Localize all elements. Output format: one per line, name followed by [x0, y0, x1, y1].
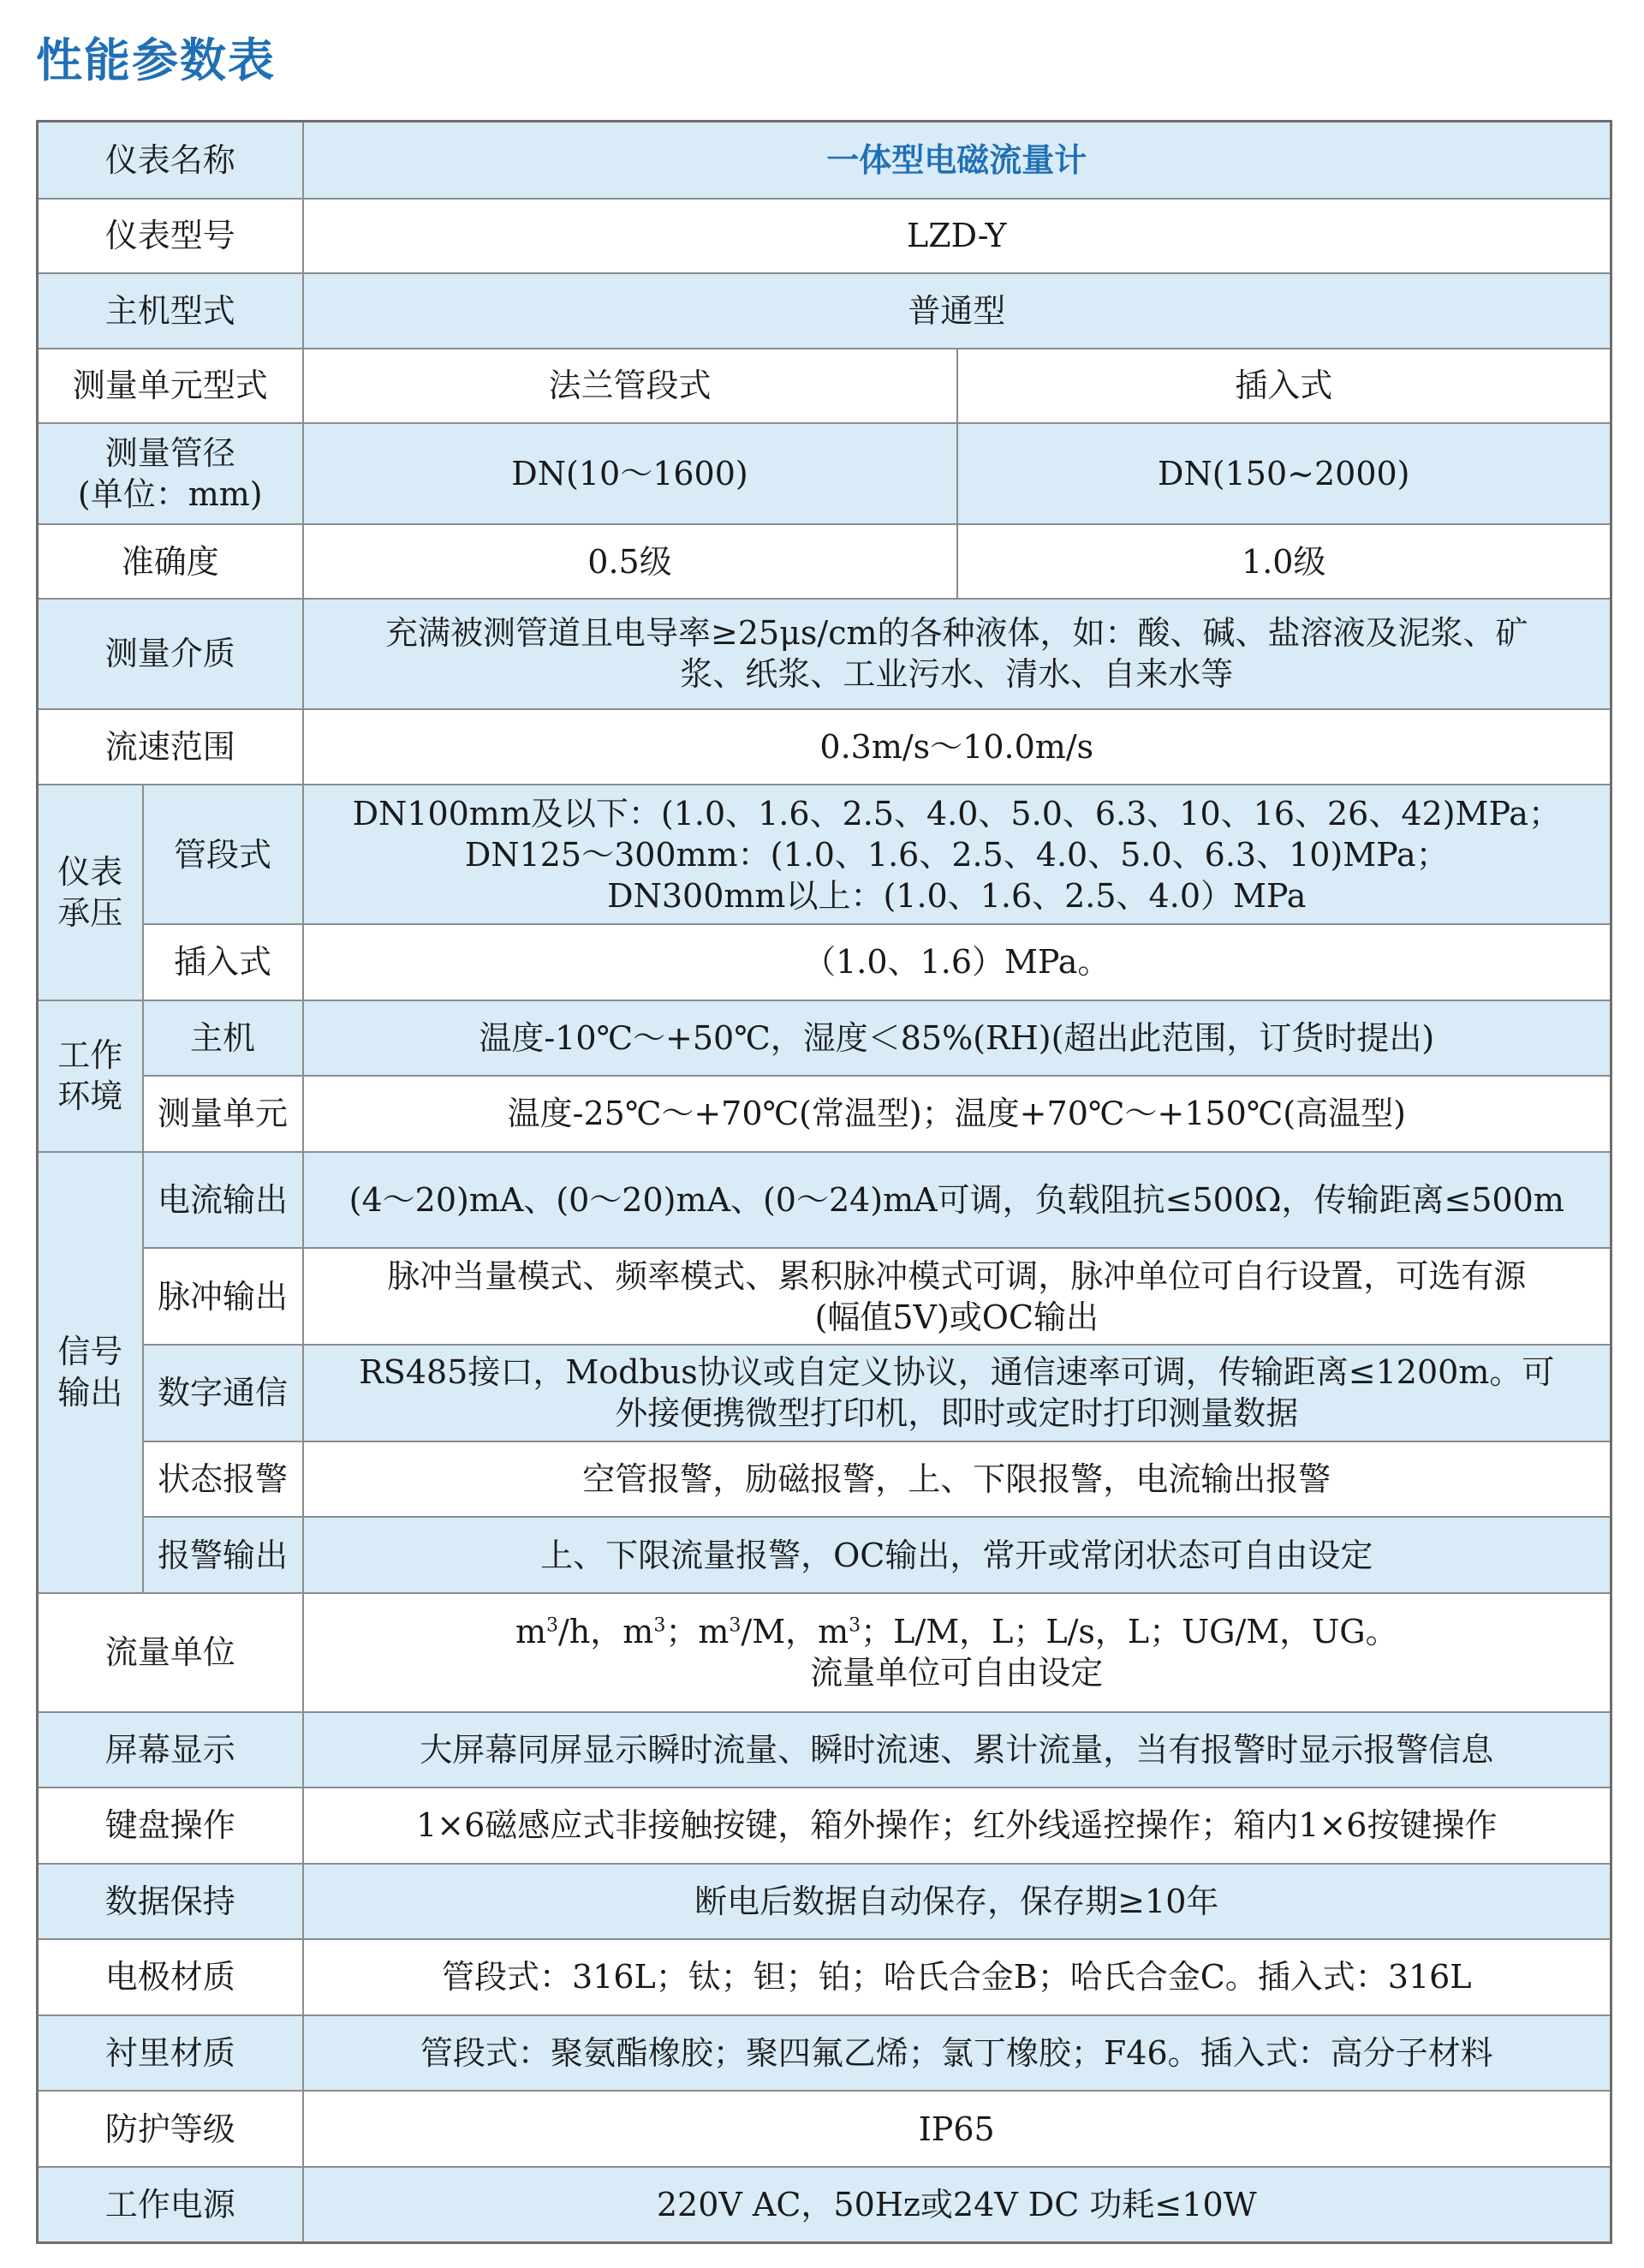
label-keyboard: 键盘操作	[38, 1788, 303, 1864]
value-power: 220V AC，50Hz或24V DC 功耗≤10W	[303, 2167, 1611, 2243]
label-env-host: 主机	[143, 1000, 303, 1077]
label-medium: 测量介质	[38, 599, 303, 709]
value-velocity: 0.3m/s～10.0m/s	[303, 709, 1611, 785]
row-display	[38, 1712, 1611, 1788]
row-sig-pulse	[38, 1248, 1611, 1345]
label-accuracy: 准确度	[38, 524, 303, 599]
value-sig-current: (4～20)mA、(0～20)mA、(0～24)mA可调，负载阻抗≤500Ω，传输距离≤500m	[303, 1152, 1611, 1249]
page-title: 性能参数表	[36, 33, 276, 87]
value-sig-comm-line1: RS485接口，Modbus协议或自定义协议，通信速率可调，传输距离≤1200m。可	[359, 1353, 1555, 1392]
unit-sup: 3	[653, 1614, 666, 1637]
unit-rest: /M，	[741, 1613, 819, 1651]
group-signal	[38, 1152, 143, 1593]
label-model: 仪表型号	[38, 199, 303, 273]
row-medium	[38, 599, 1611, 709]
label-pressure-pipe: 管段式	[143, 785, 303, 924]
row-pressure-insert	[38, 924, 1611, 1000]
value-pressure-pipe-line3: DN300mm以上：(1.0、1.6、2.5、4.0）MPa	[607, 876, 1307, 915]
unit-rest: ；L/M，L；L/s，L；UG/M，UG。	[861, 1613, 1398, 1651]
row-host-type	[38, 273, 1611, 349]
group-environment-line2: 环境	[57, 1077, 123, 1116]
row-accuracy	[38, 524, 1611, 599]
unit-rest: /h，	[558, 1613, 623, 1651]
label-host-type: 主机型式	[38, 273, 303, 349]
label-diameter	[38, 423, 303, 525]
row-lining	[38, 2015, 1611, 2092]
label-data-hold: 数据保持	[38, 1864, 303, 1940]
value-name: 一体型电磁流量计	[303, 122, 1611, 200]
value-host-type: 普通型	[303, 273, 1611, 349]
unit-m: m	[622, 1613, 654, 1651]
row-sig-current	[38, 1152, 1611, 1249]
value-flow-unit-line2: 流量单位可自由设定	[810, 1654, 1104, 1692]
unit-sup: 3	[849, 1614, 861, 1637]
label-power: 工作电源	[38, 2167, 303, 2243]
value-sig-pulse-line2: (幅值5V)或OC输出	[814, 1298, 1099, 1336]
unit-sup: 3	[729, 1614, 742, 1637]
unit-m: m	[818, 1613, 849, 1651]
label-sig-pulse: 脉冲输出	[143, 1248, 303, 1345]
value-flow-unit	[303, 1593, 1611, 1712]
value-sig-comm-line2: 外接便携微型打印机，即时或定时打印测量数据	[615, 1394, 1299, 1433]
unit-rest: ；	[665, 1613, 699, 1651]
value-unit-type-insert: 插入式	[957, 349, 1611, 423]
label-display: 屏幕显示	[38, 1712, 303, 1788]
label-protection: 防护等级	[38, 2091, 303, 2167]
value-medium	[303, 599, 1611, 709]
row-sig-comm	[38, 1345, 1611, 1441]
value-accuracy-flange: 0.5级	[303, 524, 957, 599]
group-pressure-line2: 承压	[57, 893, 123, 932]
value-sig-comm	[303, 1345, 1611, 1441]
label-diameter-line1: 测量管径	[104, 433, 235, 472]
label-lining: 衬里材质	[38, 2015, 303, 2092]
value-pressure-pipe-line2: DN125～300mm：(1.0、1.6、2.5、4.0、5.0、6.3、10)MPa；	[464, 835, 1449, 874]
group-signal-line2: 输出	[57, 1374, 123, 1412]
unit-m: m	[698, 1613, 730, 1651]
label-sig-alarm-out: 报警输出	[143, 1517, 303, 1593]
label-pressure-insert: 插入式	[143, 924, 303, 1000]
value-model: LZD-Y	[303, 199, 1611, 273]
label-diameter-line2: (单位：mm)	[77, 474, 263, 513]
row-sig-alarm-out	[38, 1517, 1611, 1593]
value-diameter-flange: DN(10～1600)	[303, 423, 957, 525]
value-env-host: 温度-10℃～+50℃，湿度＜85%(RH)(超出此范围，订货时提出)	[303, 1000, 1611, 1077]
value-medium-line1: 充满被测管道且电导率≥25μs/cm的各种液体，如：酸、碱、盐溶液及泥浆、矿	[385, 614, 1528, 653]
label-name: 仪表名称	[38, 122, 303, 200]
label-sig-current: 电流输出	[143, 1152, 303, 1249]
row-velocity	[38, 709, 1611, 785]
row-electrode	[38, 1939, 1611, 2015]
row-pressure-pipe	[38, 785, 1611, 924]
value-electrode: 管段式：316L；钛；钽；铂；哈氏合金B；哈氏合金C。插入式：316L	[303, 1939, 1611, 2015]
group-environment-line1: 工作	[57, 1036, 123, 1075]
unit-sup: 3	[546, 1614, 558, 1637]
row-data-hold	[38, 1864, 1611, 1940]
value-unit-type-flange: 法兰管段式	[303, 349, 957, 423]
row-sig-status-alarm	[38, 1441, 1611, 1518]
spec-table	[36, 120, 1612, 2244]
group-pressure	[38, 785, 143, 1000]
label-unit-type: 测量单元型式	[38, 349, 303, 423]
label-env-unit: 测量单元	[143, 1076, 303, 1152]
value-diameter-insert: DN(150~2000)	[957, 423, 1611, 525]
row-env-unit	[38, 1076, 1611, 1152]
value-display: 大屏幕同屏显示瞬时流量、瞬时流速、累计流量，当有报警时显示报警信息	[303, 1712, 1611, 1788]
label-sig-status-alarm: 状态报警	[143, 1441, 303, 1518]
value-protection: IP65	[303, 2091, 1611, 2167]
value-env-unit: 温度-25℃～+70℃(常温型)；温度+70℃～+150℃(高温型)	[303, 1076, 1611, 1152]
row-name	[38, 122, 1611, 200]
value-sig-status-alarm: 空管报警，励磁报警，上、下限报警，电流输出报警	[303, 1441, 1611, 1518]
row-env-host	[38, 1000, 1611, 1077]
row-model	[38, 199, 1611, 273]
value-pressure-insert: （1.0、1.6）MPa。	[303, 924, 1611, 1000]
label-velocity: 流速范围	[38, 709, 303, 785]
value-pressure-pipe-line1: DN100mm及以下：(1.0、1.6、2.5、4.0、5.0、6.3、10、16、26、42)MPa；	[352, 794, 1561, 833]
row-flow-unit	[38, 1593, 1611, 1712]
label-electrode: 电极材质	[38, 1939, 303, 2015]
label-sig-comm: 数字通信	[143, 1345, 303, 1441]
row-protection	[38, 2091, 1611, 2167]
value-flow-unit-line1	[309, 1611, 1605, 1652]
value-sig-pulse	[303, 1248, 1611, 1345]
group-signal-line1: 信号	[57, 1333, 123, 1371]
row-diameter	[38, 423, 1611, 525]
value-lining: 管段式：聚氨酯橡胶；聚四氟乙烯；氯丁橡胶；F46。插入式：高分子材料	[303, 2015, 1611, 2092]
value-medium-line2: 浆、纸浆、工业污水、清水、自来水等	[680, 655, 1234, 694]
value-sig-alarm-out: 上、下限流量报警，OC输出，常开或常闭状态可自由设定	[303, 1517, 1611, 1593]
value-sig-pulse-line1: 脉冲当量模式、频率模式、累积脉冲模式可调，脉冲单位可自行设置，可选有源	[387, 1256, 1527, 1295]
unit-m: m	[515, 1613, 546, 1651]
row-keyboard	[38, 1788, 1611, 1864]
value-data-hold: 断电后数据自动保存，保存期≥10年	[303, 1864, 1611, 1940]
label-flow-unit: 流量单位	[38, 1593, 303, 1712]
row-unit-type	[38, 349, 1611, 423]
value-pressure-pipe	[303, 785, 1611, 924]
value-keyboard: 1×6磁感应式非接触按键，箱外操作；红外线遥控操作；箱内1×6按键操作	[303, 1788, 1611, 1864]
group-pressure-line1: 仪表	[57, 852, 123, 891]
row-power	[38, 2167, 1611, 2243]
group-environment	[38, 1000, 143, 1152]
value-accuracy-insert: 1.0级	[957, 524, 1611, 599]
